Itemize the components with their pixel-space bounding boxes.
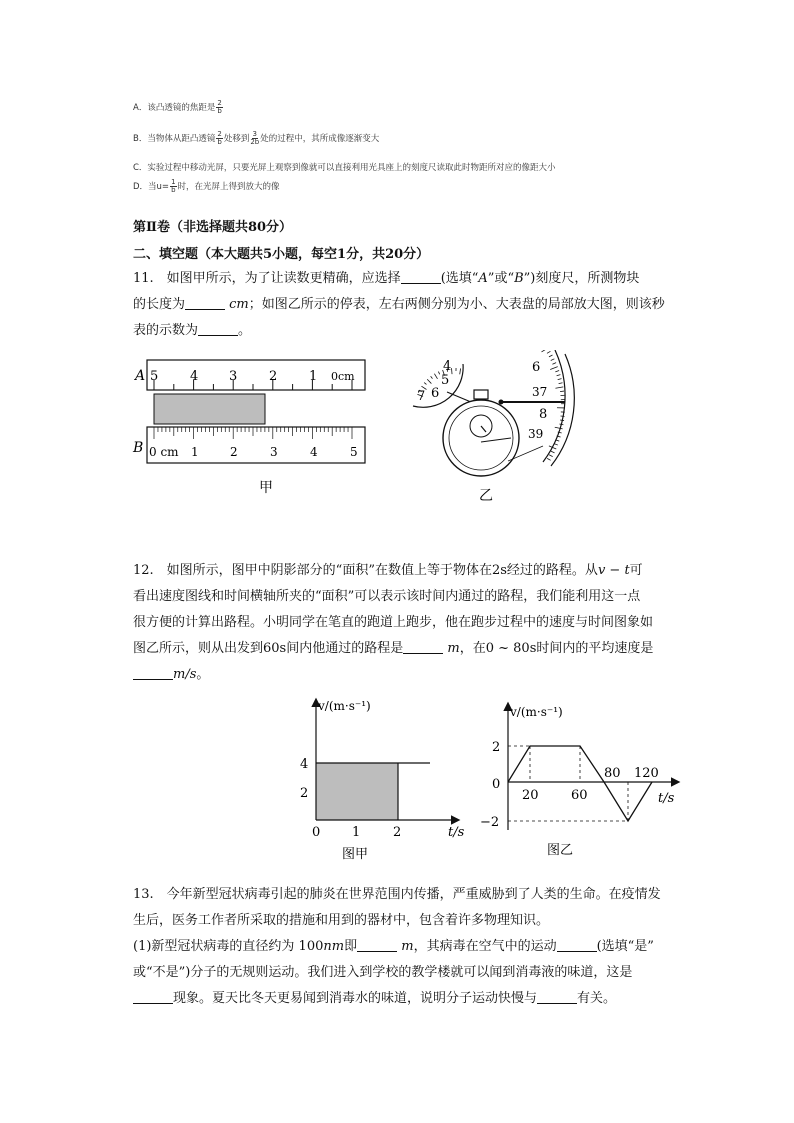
q13-line-2: 生后，医务工作者所采取的措施和用到的器材中，包含着许多物理知识。 [133,913,550,928]
q13-blank-1[interactable] [357,937,397,952]
tick-mark [555,387,563,388]
tick-mark [555,371,559,372]
big-dial-arc-inner [543,350,565,462]
option-c: C．实验过程中移动光屏，只要光屏上观察到像就可以直接利用光具座上的刻度尺读取此时物距所对应的像距大小 [133,163,556,173]
q11-blank-1[interactable] [401,269,441,284]
ruler-a-num-0: 0cm [331,370,355,383]
stopwatch [413,350,574,476]
q12-line-4: 图乙所示，则从出发到60s间内他通过的路程是 m，在0 ~ 80s时间内的平均速度是 [133,641,654,656]
tick-mark [555,427,563,429]
tick-mark [559,424,563,425]
tick-mark [549,455,553,457]
option-a-text: A．该凸透镜的焦距是 [133,103,216,113]
ruler-a-num-5: 5 [150,369,159,384]
caption-jia: 甲 [259,480,273,496]
tick-mark [434,374,437,379]
tick-mark [552,363,556,365]
graph-yi [480,704,678,858]
q11-line-2: 的长度为 cm；如图乙所示的停表，左右两侧分别为小、大表盘的局部放大图，则该秒 [133,297,665,312]
graph-jia-ytick-2: 2 [300,786,309,801]
graph-yi-ytick-0: 0 [492,777,501,792]
graph-yi-xtick-80: 80 [604,766,621,781]
ruler-a-label: A [135,368,146,384]
stopwatch-crown [474,390,488,399]
graph-jia-xtick-1: 1 [352,825,361,840]
ruler-a-num-1: 1 [309,369,318,384]
small-dial-num-4: 4 [443,359,452,374]
tick-mark [460,368,461,374]
q13-line-1: 13. 今年新型冠状病毒引起的肺炎在世界范围内传播，严重威胁到了人类的生命。在疫情发 [133,887,661,902]
tick-mark [452,368,453,374]
option-b-fraction-2: $\frac{3}{2b}$ [250,130,260,146]
q13-blank-4[interactable] [537,989,577,1004]
q11-blank-3[interactable] [198,321,238,336]
figure-12 [290,690,690,870]
graph-yi-ylabel: v/(m·s⁻¹) [510,705,563,719]
ruler-b-num-3: 3 [270,445,278,459]
q13-line-3: (1)新型冠状病毒的直径约为 100nm即 m，其病毒在空气中的运动 (选填“是” [133,939,654,954]
caption-yi: 乙 [479,488,493,504]
part-title: 二、填空题（本大题共5小题，每空1分，共20分） [133,247,430,262]
graph-jia-caption: 图甲 [342,847,369,862]
option-b: B．当物体从距凸透镜 $\frac{2}{b}$ 处移到 $\frac{3}{2b}$ 处的过程中，其所成像逐渐变大 [133,130,380,146]
ruler-b-label: B [133,440,144,456]
tick-mark [550,367,557,370]
graph-yi-caption: 图乙 [547,843,574,858]
graph-yi-xtick-120: 120 [634,766,659,781]
graph-yi-xlabel: t/s [658,791,675,806]
tick-mark [554,444,558,445]
q13-blank-2[interactable] [557,937,597,952]
option-d-fraction: $\frac{1}{b}$ [171,178,176,194]
section-title: 第Ⅱ卷（非选择题共80分） [133,220,293,235]
graph-jia-xlabel: t/s [448,825,465,840]
small-dial-num-7: 7 [417,389,426,404]
tick-mark [551,451,555,453]
tick-mark [551,359,555,361]
option-d: D．当u= $\frac{1}{b}$ 时，在光屏上得到放大的像 [133,178,280,194]
graph-yi-xtick-60: 60 [571,788,588,803]
graph-jia-xtick-2: 2 [393,825,402,840]
tick-mark [431,376,433,378]
q12-line-3: 很方便的计算出路程。小明同学在笔直的跑道上跑步，他在跑步过程中的速度与时间图象如 [133,615,654,630]
figure-11 [125,350,595,510]
ruler-b-num-0: 0 cm [149,445,179,459]
q12-blank-1[interactable] [403,639,443,654]
ruler-b-num-2: 2 [230,445,238,459]
big-dial-num-39: 39 [528,427,544,441]
measured-block [154,394,265,424]
tick-mark [560,391,564,392]
tick-mark [558,379,562,380]
question-11 [133,266,693,344]
option-b-text: B．当物体从距凸透镜 [133,134,216,144]
graph-jia-ytick-4: 4 [300,757,309,772]
big-dial-num-8: 8 [539,407,548,422]
q13-blank-3[interactable] [133,989,173,1004]
q12-line-1: 12. 如图所示，图甲中阴影部分的“面积”在数值上等于物体在2s经过的路程。从v − t可 [133,563,643,578]
shaded-area [316,763,398,820]
ruler-b-num-5: 5 [350,445,358,459]
ruler-a-num-3: 3 [229,369,238,384]
graph-jia-xtick-0: 0 [312,825,321,840]
tick-mark [560,420,564,421]
question-12 [133,558,693,688]
q11-blank-2[interactable] [185,295,225,310]
big-dial-num-6: 6 [532,360,541,375]
tick-mark [427,379,431,383]
tick-mark [557,375,561,376]
ruler-b-num-1: 1 [191,445,199,459]
q13-line-4: 或“不是”)分子的无规则运动。我们进入到学校的教学楼就可以闻到消毒液的味道，这是 [133,965,633,980]
ruler-a-num-4: 4 [190,369,199,384]
option-b-fraction-1: $\frac{2}{b}$ [217,130,222,146]
tick-mark [559,383,563,384]
q11-line-3: 表的示数为 。 [133,323,252,338]
q13-line-5: 现象。夏天比冬天更易闻到消毒水的味道，说明分子运动快慢与 有关。 [133,986,693,1012]
question-13 [133,882,693,1012]
ruler-b-num-4: 4 [310,445,318,459]
graph-yi-ytick-neg2: −2 [480,815,500,830]
tick-mark [549,355,553,357]
tick-mark [438,372,439,375]
tick-mark [424,383,426,385]
small-dial-num-6: 6 [431,386,440,401]
option-a-fraction: $\frac{2}{b}$ [217,99,222,115]
graph-yi-xtick-20: 20 [522,788,539,803]
big-dial-num-37: 37 [532,385,548,399]
q11-line-1: 11. 如图甲所示，为了让读数更精确，应选择 (选填“A”或“B”)刻度尺，所测物块 [133,271,640,286]
small-dial-num-5: 5 [441,373,450,388]
tick-mark [547,458,550,460]
q12-blank-2[interactable] [133,665,173,680]
option-a [133,100,224,115]
tick-mark [542,350,549,352]
graph-jia [300,699,465,862]
ruler-a-num-2: 2 [269,369,278,384]
velocity-polyline [508,746,652,821]
q12-line-2: 看出速度图线和时间横轴所夹的“面积”可以表示该时间内通过的路程，我们能利用这一点 [133,589,641,604]
pointer-pivot [499,400,504,405]
graph-jia-ylabel: v/(m·s⁻¹) [318,699,371,713]
q12-line-5: m/s。 [133,662,693,688]
tick-mark [547,351,550,353]
graph-yi-ytick-2: 2 [492,740,501,755]
